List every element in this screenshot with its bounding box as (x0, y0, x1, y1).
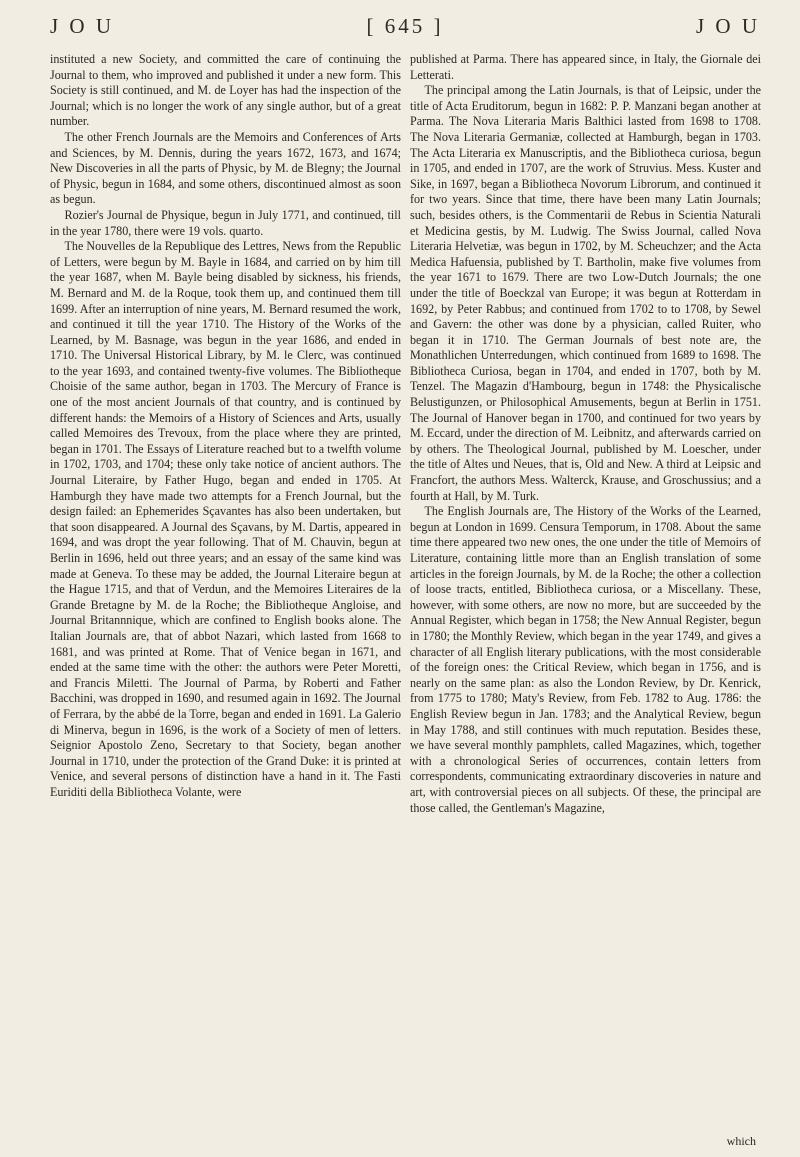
header-left: J O U (50, 14, 115, 38)
right-column (410, 52, 761, 1147)
running-header (50, 14, 760, 44)
left-column (50, 52, 401, 1147)
page-number: [ 645 ] (366, 14, 444, 38)
paragraph: instituted a new Society, and committed the care of continuing the Journal to them, who improved and published it under a new form. This Society is still continued, and M. de Loyer has had the inspection of the Journal; which is no longer the work of any single author, but of a great number. (50, 52, 401, 129)
catchword: which (726, 1134, 756, 1148)
paragraph: The other French Journals are the Memoirs and Conferences of Arts and Sciences, by M. Dennis, during the years 1672, 1673, and 1674; New Discoveries in all the parts of Physic, by M. de Blegny; the Journal of Physic, begun in 1684, and some others, discontinued almost as soon as begun. (50, 129, 401, 207)
paragraph: The principal among the Latin Journals, is that of Leipsic, under the title of Acta Eruditorum, begun in 1682: P. P. Manzani began another at Parma. The Nova Literaria Maris Balthici lasted from 1698 to 1708. The Nova Literaria Germaniæ, collected at Hamburgh, began in 1703. The Acta Literaria ex Manuscriptis, and the Bibliotheca curiosa, begun in 1705, and ended in 1707, are the work of Struvius. Mess. Kuster and Sike, in 1697, began a Bibliotheca Novorum Librorum, and continued it for two years. Since that time, there have been many Latin Journals; such, besides others, is the Commentarii de Rebus in Scientia Naturali et Medicina gestis, by M. Ludwig. The Swiss Journal, called Nova Literaria Helvetiæ, was begun in 1702, by M. Scheuchzer; and the Acta Medica Hafuensia, published by T. Bartholin, make five volumes from the year 1671 to 1679. There are two Low-Dutch Journals; the one under the title of Boeckzal van Europe; it was begun at Rotterdam in 1692, by Peter Rabbus; and continued from 1702 to to 1708, by Sewel and Gavern: the other was done by a physician, called Ruiter, who began it in 1710. The German Journals of best note are, the Monathlichen Unterredungen, which continued from 1689 to 1698. The Bibliotheca Curiosa, began in 1704, and ended in 1707, both by M. Tenzel. The Magazin d'Hambourg, begun in 1748: the Physicalische Belustigunzen, or Philosophical Amusements, begun at Berlin in 1751. The Journal of Hanover began in 1700, and continued for two years by M. Eccard, under the direction of M. Leibnitz, and afterwards carried on by others. The Theological Journal, published by M. Loescher, under the title of Altes und Neues, that is, Old and New. A third at Leipsic and Francfort, the authors Mess. Walterck, Krause, and Groschussius; and a fourth at Hall, by M. Turk. (410, 83, 761, 503)
paragraph: Rozier's Journal de Physique, begun in July 1771, and continued, till in the year 1780, there were 19 vols. quarto. (50, 207, 401, 238)
paragraph: The Nouvelles de la Republique des Lettres, News from the Republic of Letters, were begun by M. Bayle in 1684, and carried on by him till the year 1687, when M. Bayle being disabled by sickness, his friends, M. Bernard and M. de la Roque, took them up, and continued them till 1699. After an interruption of nine years, M. Bernard resumed the work, and continued it till the year 1710. The History of the Works of the Learned, by M. Basnage, was begun in the year 1686, and ended in 1710. The Universal Historical Library, by M. le Clerc, was continued to the year 1693, and contained twenty-five volumes. The Bibliotheque Choisie of the same author, began in 1703. The Mercury of France is one of the most ancient Journals of that country, and is continued by different hands: the Memoirs of a History of Sciences and Arts, usually called Memoires des Trevoux, from the place where they are printed, began in 1701. The Essays of Literature reached but to a twelfth volume in 1702, 1703, and 1704; these only take notice of ancient authors. The Journal Literaire, by Father Hugo, began and ended in 1705. At Hamburgh they have made two attempts for a French Journal, but the design failed: an Ephemerides Sçavantes has also been undertaken, but that soon disappeared. A Journal des Sçavans, by M. Dartis, appeared in 1694, and was dropt the year following. That of M. Chauvin, begun at Berlin in 1696, held out three years; and an essay of the same kind was made at Geneva. To these may be added, the Journal Literaire begun at the Hague 1715, and that of Verdun, and the Memoires Literaires de la Grande Bretagne by M. de la Roche; the Bibliotheque Angloise, and Journal Britannnique, which are confined to English books alone. The Italian Journals are, that of abbot Nazari, which lasted from 1668 to 1681, and was printed at Rome. That of Venice began in 1671, and ended at the same time with the other: the authors were Peter Moretti, and Francis Miletti. The Journal of Parma, by Roberti and Father Bacchini, was dropped in 1690, and resumed again in 1692. The Journal of Ferrara, by the abbé de la Torre, began and ended in 1691. La Galerio di Minerva, begun in 1696, is the work of a Society of men of letters. Seignior Apostolo Zeno, Secretary to that Society, began another Journal in 1710, under the protection of the Grand Duke: it is printed at Venice, and several persons of distinction have a hand in it. The Fasti Euriditi della Bibliotheca Volante, were (50, 239, 401, 799)
paragraph: published at Parma. There has appeared since, in Italy, the Giornale dei Letterati. (410, 52, 761, 82)
paragraph: The English Journals are, The History of the Works of the Learned, begun at London in 1699. Censura Temporum, in 1708. About the same time there appeared two new ones, the one under the title of Memoirs of Literature, containing little more than an English translation of some articles in the foreign Journals, by M. de la Roche; the other a collection of loose tracts, entitled, Bibliotheca curiosa, or a Miscellany. These, however, with some others, are now no more, but are succeeded by the Annual Register, which began in 1758; the New Annual Register, begun in 1780; the Monthly Review, which began in the year 1749, and gives a character of all English literary publications, with the most considerable of the foreign ones: the Critical Review, which began in 1756, and is nearly on the same plan: as also the London Review, by Dr. Kenrick, from 1775 to 1780; Maty's Review, from Feb. 1782 to Aug. 1786: the English Review begun in Jan. 1783; and the Analytical Review, begun in May 1788, and still continues with much reputation. Besides these, we have several monthly pamphlets, called Magazines, which, together with a chronological Series of occurrences, contain letters from correspondents, communicating extraordinary discoveries in nature and art, with controversial pieces on all subjects. Of these, the principal are those called, the Gentleman's Magazine, (410, 504, 761, 815)
header-right: J O U (695, 14, 760, 38)
